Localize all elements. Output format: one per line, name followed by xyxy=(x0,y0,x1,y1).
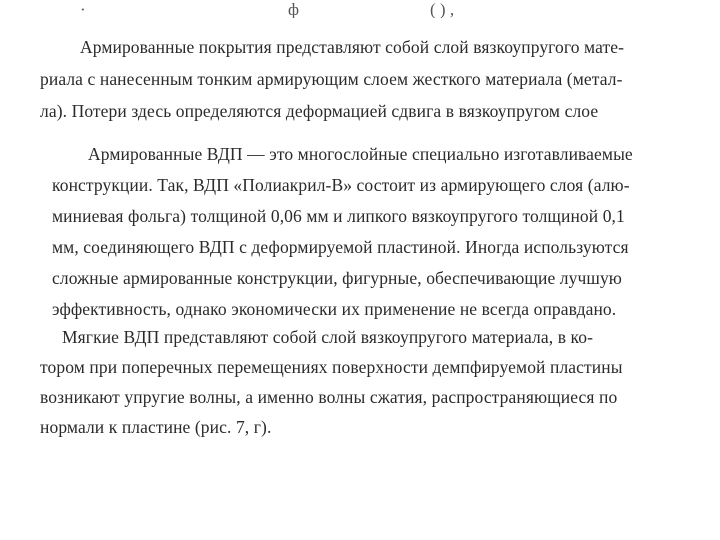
text-line: нормали к пластине (рис. 7, г). xyxy=(40,417,272,437)
cropped-top-line xyxy=(60,0,700,18)
text-line: тором при поперечных перемещениях поверхности демпфируемой пластины xyxy=(40,357,623,377)
text-line: Армированные ВДП — это многослойные специально изготавливаемые xyxy=(88,144,633,164)
text-line: конструкции. Так, ВДП «Полиакрил-В» состоит из армирующего слоя (алю- xyxy=(52,175,630,195)
text-line: Мягкие ВДП представляют собой слой вязкоупругого материала, в ко- xyxy=(62,327,594,347)
text-line: риала с нанесенным тонким армирующим слоем жесткого материала (метал- xyxy=(40,69,623,89)
top-fragment-mid: ф xyxy=(288,0,300,18)
text-line: миниевая фольга) толщиной 0,06 мм и липкого вязкоупругого толщиной 0,1 xyxy=(52,206,625,226)
text-line: Армированные покрытия представляют собой слой вязкоупругого мате- xyxy=(80,37,625,57)
text-line: ла). Потери здесь определяются деформацией сдвига в вязкоупругом слое xyxy=(40,101,599,121)
top-fragment-right: ( ) , xyxy=(430,0,455,18)
text-line: возникают упругие волны, а именно волны сжатия, распространяющиеся по xyxy=(40,387,618,407)
text-line: мм, соединяющего ВДП с деформируемой пластиной. Иногда используются xyxy=(52,237,629,257)
text-line: сложные армированные конструкции, фигурные, обеспечивающие лучшую xyxy=(52,268,622,288)
top-fragment-left: · xyxy=(80,0,86,18)
text-line: эффективность, однако экономически их применение не всегда оправдано. xyxy=(52,299,617,319)
